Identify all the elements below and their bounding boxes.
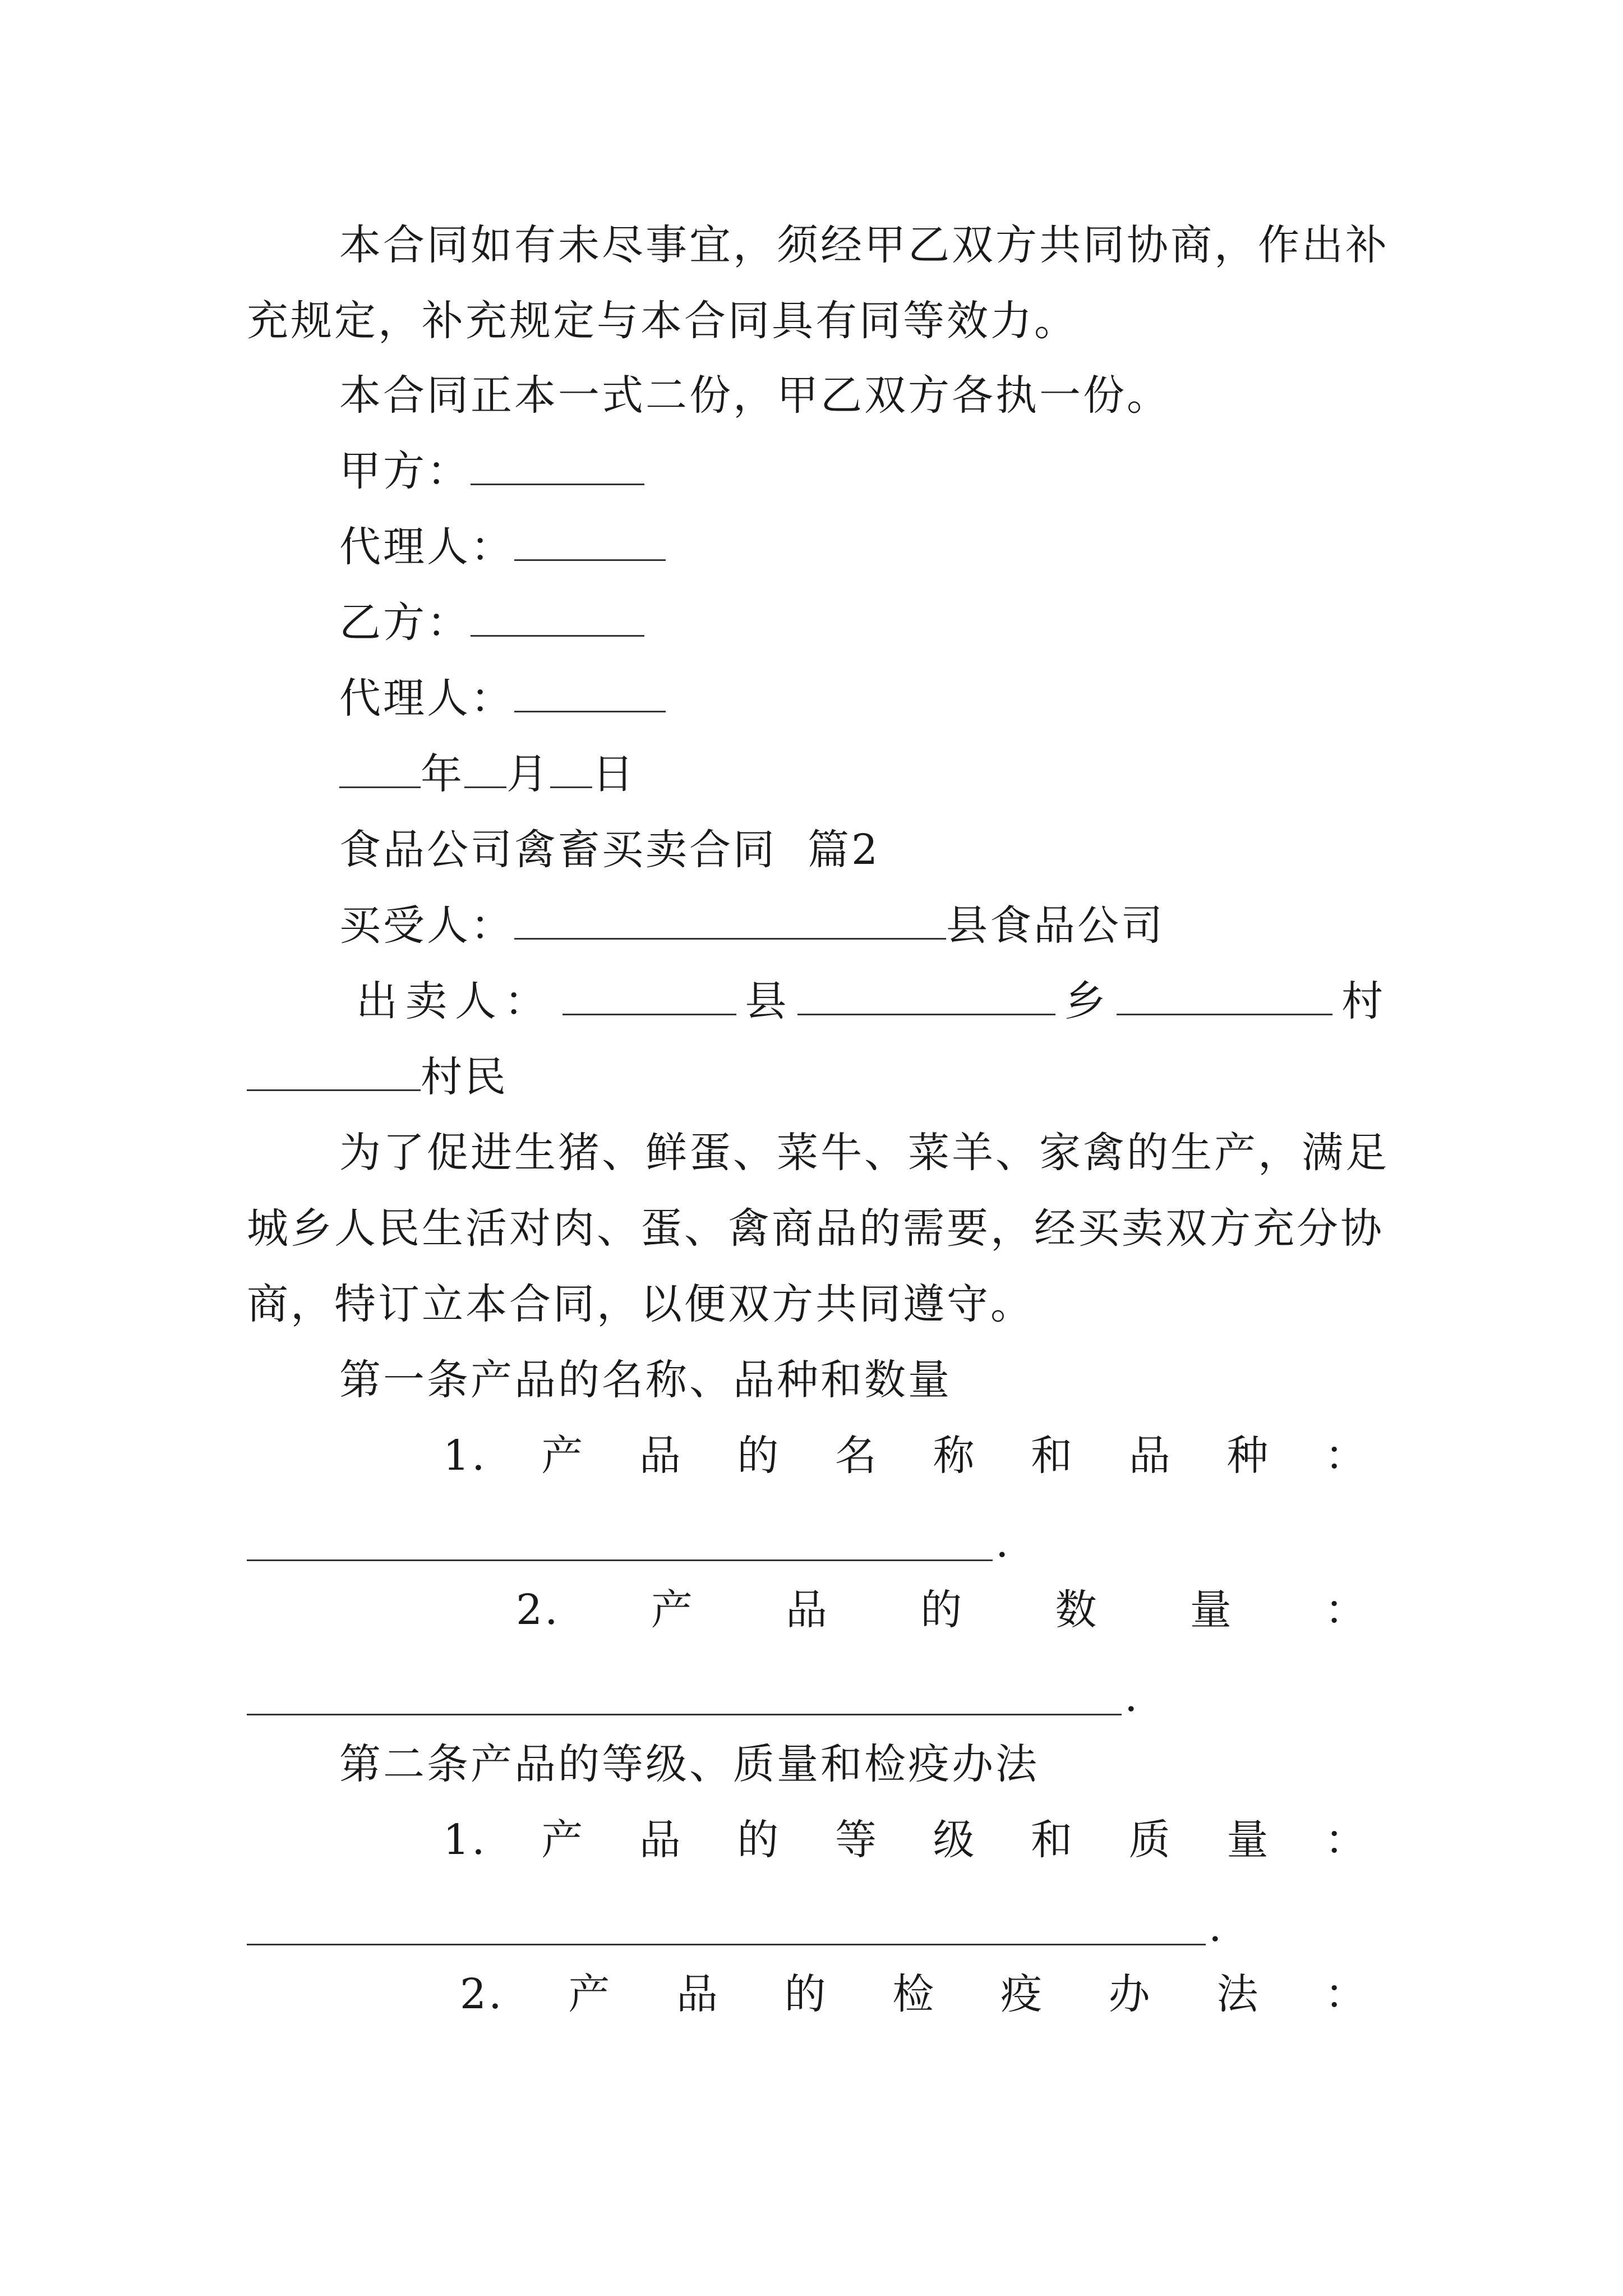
buyer-suffix: 县食品公司 bbox=[946, 901, 1165, 950]
item-2-1-char: 级 bbox=[933, 1816, 977, 1864]
item-1-2-line bbox=[516, 1585, 1368, 1635]
item-1-1-blank[interactable] bbox=[247, 1559, 993, 1561]
item-2-2-char: 办 bbox=[1108, 1970, 1152, 2018]
item-2-2-char: 疫 bbox=[1000, 1970, 1044, 2018]
buyer-line bbox=[339, 900, 1385, 951]
item-1-1-char: 和 bbox=[1031, 1432, 1075, 1480]
item-2-2-char: 检 bbox=[892, 1970, 937, 2018]
seller-village-label: 村 bbox=[1341, 977, 1385, 1025]
item-1-2-char: 数 bbox=[1055, 1586, 1099, 1634]
agent-b-line bbox=[339, 673, 1385, 724]
item-2-1-char: 产 bbox=[541, 1816, 585, 1864]
item-2-1-colon: ： bbox=[1324, 1816, 1368, 1864]
item-1-2-char: 品 bbox=[786, 1586, 830, 1634]
item-1-1-char: 产 bbox=[541, 1432, 585, 1480]
month-label: 月 bbox=[506, 750, 550, 798]
item-1-1-char: 种 bbox=[1227, 1432, 1271, 1480]
item-2-2-number: 2. bbox=[460, 1970, 504, 2018]
item-2-2-char: 的 bbox=[784, 1970, 828, 2018]
article-2-title: 第二条产品的等级、质量和检疫办法 bbox=[339, 1740, 1039, 1788]
item-2-1-char: 的 bbox=[737, 1816, 781, 1864]
seller-villager-blank[interactable] bbox=[247, 1055, 421, 1091]
paragraph-purpose-line3: 商，特订立本合同，以便双方共同遵守。 bbox=[247, 1280, 1034, 1328]
item-1-2-char: 产 bbox=[651, 1586, 695, 1634]
buyer-label: 买受人： bbox=[339, 901, 514, 950]
agent-b-label: 代理人： bbox=[339, 674, 514, 723]
seller-villager-label: 村民 bbox=[421, 1053, 508, 1101]
item-1-1-number: 1. bbox=[443, 1432, 487, 1480]
party-b-label: 乙方： bbox=[339, 599, 471, 647]
item-2-2-line bbox=[460, 1969, 1368, 2019]
item-2-2-colon: ： bbox=[1324, 1970, 1368, 2018]
item-2-1-char: 品 bbox=[639, 1816, 683, 1864]
agent-b-blank[interactable] bbox=[514, 676, 666, 712]
seller-villager-line bbox=[247, 1052, 1385, 1102]
buyer-blank[interactable] bbox=[514, 903, 946, 940]
item-2-1-char: 和 bbox=[1031, 1816, 1075, 1864]
seller-township-blank[interactable] bbox=[797, 979, 1055, 1015]
party-b-blank[interactable] bbox=[471, 600, 644, 637]
item-1-1-char: 称 bbox=[933, 1432, 977, 1480]
item-2-1-line bbox=[443, 1815, 1368, 1865]
paragraph-purpose-line2: 城乡人民生活对肉、蛋、禽商品的需要，经买卖双方充分协 bbox=[247, 1204, 1384, 1253]
year-label: 年 bbox=[421, 750, 464, 798]
seller-county-blank[interactable] bbox=[562, 979, 736, 1015]
date-line bbox=[339, 749, 1385, 799]
item-1-2-period: . bbox=[1124, 1673, 1138, 1721]
item-1-1-char: 品 bbox=[1128, 1432, 1173, 1480]
article-1-title: 第一条产品的名称、品种和数量 bbox=[339, 1356, 952, 1404]
day-blank[interactable] bbox=[550, 752, 592, 788]
item-2-1-number: 1. bbox=[443, 1816, 487, 1864]
paragraph-purpose-line1: 为了促进生猪、鲜蛋、菜牛、菜羊、家禽的生产，满足 bbox=[339, 1129, 1389, 1177]
paragraph-supplement-line1: 本合同如有未尽事宜，须经甲乙双方共同协商，作出补 bbox=[339, 221, 1389, 269]
item-1-1-line bbox=[443, 1430, 1368, 1481]
item-1-2-number: 2. bbox=[516, 1586, 560, 1634]
item-2-2-char: 产 bbox=[568, 1970, 612, 2018]
item-2-1-char: 量 bbox=[1227, 1816, 1271, 1864]
item-2-1-blank[interactable] bbox=[247, 1944, 1206, 1945]
item-2-1-char: 质 bbox=[1128, 1816, 1173, 1864]
item-1-1-char: 品 bbox=[639, 1432, 683, 1480]
item-2-1-period: . bbox=[1209, 1903, 1222, 1951]
agent-a-label: 代理人： bbox=[339, 523, 514, 571]
item-1-2-colon: ： bbox=[1324, 1586, 1368, 1634]
seller-township-label: 乡 bbox=[1064, 977, 1108, 1025]
year-blank[interactable] bbox=[339, 752, 421, 788]
seller-line bbox=[356, 976, 1385, 1027]
seller-label: 出卖人： bbox=[356, 977, 554, 1025]
seller-village-blank[interactable] bbox=[1117, 979, 1332, 1015]
party-a-label: 甲方： bbox=[339, 447, 471, 495]
item-2-1-char: 等 bbox=[834, 1816, 879, 1864]
item-1-2-char: 的 bbox=[920, 1586, 965, 1634]
party-a-blank[interactable] bbox=[471, 449, 644, 485]
seller-county-label: 县 bbox=[745, 977, 789, 1025]
item-1-1-char: 名 bbox=[834, 1432, 879, 1480]
agent-a-blank[interactable] bbox=[514, 524, 666, 561]
item-1-1-period: . bbox=[995, 1519, 1009, 1567]
item-1-2-char: 量 bbox=[1189, 1586, 1234, 1634]
item-1-1-colon: ： bbox=[1324, 1432, 1368, 1480]
item-2-2-char: 法 bbox=[1216, 1970, 1261, 2018]
party-b-line bbox=[339, 597, 1385, 648]
day-label: 日 bbox=[592, 750, 636, 798]
item-2-2-char: 品 bbox=[676, 1970, 720, 2018]
party-a-line bbox=[339, 446, 1385, 496]
item-1-2-blank[interactable] bbox=[247, 1714, 1122, 1715]
section-title: 食品公司禽畜买卖合同 篇2 bbox=[339, 826, 880, 874]
paragraph-supplement-line2: 充规定，补充规定与本合同具有同等效力。 bbox=[247, 297, 1078, 345]
item-1-1-char: 的 bbox=[737, 1432, 781, 1480]
paragraph-copies: 本合同正本一式二份，甲乙双方各执一份。 bbox=[339, 371, 1170, 420]
agent-a-line bbox=[339, 522, 1385, 572]
month-blank[interactable] bbox=[464, 752, 506, 788]
